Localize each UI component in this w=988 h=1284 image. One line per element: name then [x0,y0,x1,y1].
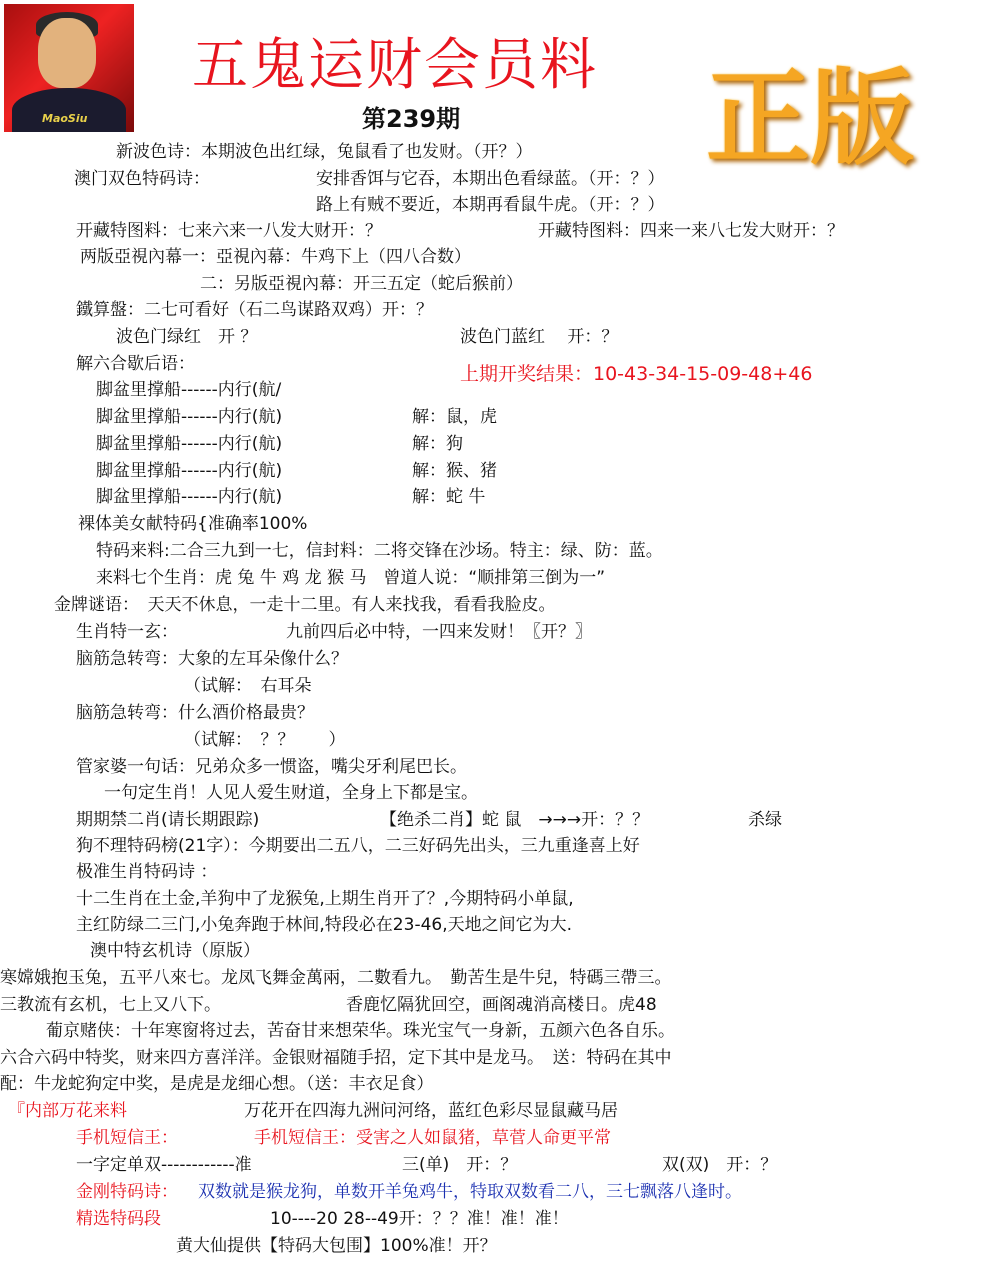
banned-two-text: 【绝杀二肖】蛇 鼠 →→→开：？？ [380,810,650,830]
portrait-photo [4,4,134,132]
sms-king-text: 手机短信王：受害之人如鼠猪，草菅人命更平常 [254,1128,611,1148]
six-codes-line2: 配：牛龙蛇狗定中奖，是虎是龙细心想。（送：丰衣足食） [0,1074,434,1094]
zodiac-poem-heading: 极准生肖特码诗 ： [76,862,218,882]
portrait-suit [12,88,126,132]
odd-result: 三(单) 开：？ [402,1155,518,1175]
sms-king-label: 手机短信王： [76,1128,178,1148]
xiehouyu-heading: 解六合歇后语： [76,354,195,374]
macau-two-color-line2: 路上有贼不要近，本期再看鼠牛虎。（开：？） [316,195,665,215]
riddle-answer-2: 解：鼠，虎 [412,407,497,427]
wanhua-text: 万花开在四海九洲问河络，蓝红色彩尽显鼠藏马居 [244,1101,618,1121]
mystery-poem-line2b: 香鹿忆隔犹回空，画阁魂消高楼日。虎48 [346,995,657,1015]
special-code-offer: 裸体美女献特码{准确率100% [78,514,308,534]
riddle-row-5: 脚盆里撑船------内行(航) [96,487,283,507]
riddle-row-3: 脚盆里撑船------内行(航) [96,434,283,454]
brain-teaser-1: 脑筋急转弯：大象的左耳朵像什么？ [76,649,348,669]
last-draw-result: 上期开奖结果：10-43-34-15-09-48+46 [460,363,813,385]
zodiac-poem-line1: 十二生肖在土金,羊狗中了龙猴兔,上期生肖开了？,今期特码小单鼠, [76,889,574,909]
wave-door-blue-red: 波色门蓝红 开：？ [460,327,619,347]
special-code-source: 特码来料:二合三九到一七，信封料：二将交锋在沙场。特主：绿、防：蓝。 [96,541,663,561]
kaicang-right: 开藏特图料：四来一来八七发大财开：？ [538,221,844,241]
wanhua-label: 『内部万花来料 [8,1101,127,1121]
macau-mystery-heading: 澳中特玄机诗（原版） [90,941,260,961]
page-title: 五鬼运财会员料 [192,33,598,98]
riddle-answer-5: 解：蛇 牛 [412,487,486,507]
selected-segment-label: 精选特码段 [76,1209,161,1229]
odd-even-label: 一字定单双------------准 [76,1155,252,1175]
casino-knight: 葡京赌侠：十年寒窗将过去，苦奋甘来想荣华。珠光宝气一身新，五颜六色各自乐。 [46,1021,675,1041]
six-codes-line1: 六合六码中特奖，财来四方喜洋洋。金银财福随手招，定下其中是龙马。 送：特码在其中 [0,1048,672,1068]
zodiac-poem-line2: 主红防绿二三门,小兔奔跑于林间,特段必在23-46,天地之间它为大. [76,915,573,935]
genuine-badge: 正版 [706,56,915,179]
abacus-line: 鐵算盤：二七可看好（石二鸟谋路双鸡）开：？ [76,300,433,320]
brain-teaser-2: 脑筋急转弯：什么酒价格最贵？ [76,703,314,723]
kaicang-left: 开藏特图料：七来六来一八发大财开：？ [76,221,382,241]
kill-green: 杀绿 [748,810,782,830]
even-result: 双(双) 开：？ [662,1155,778,1175]
macau-two-color-label: 澳门双色特码诗： [74,169,210,189]
selected-segment-text: 10----20 28--49开：？？准！准！准！ [270,1209,569,1229]
banned-two-label: 期期禁二肖(请长期跟踪) [76,810,260,830]
gouburi-list: 狗不理特码榜(21字）：今期要出二五八，二三好码先出头，三九重逢喜上好 [76,836,640,856]
riddle-row-2: 脚盆里撑船------内行(航) [96,407,283,427]
zodiac-special-label: 生肖特一玄： [76,622,178,642]
one-sentence-zodiac: 一句定生肖！人见人爱生财道，全身上下都是宝。 [104,783,478,803]
issue-number: 第239期 [362,105,461,133]
riddle-answer-3: 解：狗 [412,434,463,454]
brain-teaser-1-answer: （试解： 右耳朵 [184,676,312,696]
mystery-poem-line1: 寒嫦娥抱玉兔，五平八來七。龙凤飞舞金萬兩，二數看九。 勤苦生是牛兒，特碼三帶三。 [0,968,672,988]
golden-riddle: 金牌谜语： 天天不休息，一走十二里。有人来找我，看看我脸皮。 [54,595,556,615]
zodiac-special-text: 九前四后必中特，一四来发财！〖开？〗 [286,622,592,642]
mystery-poem-line2a: 三教流有玄机，七上又八下。 [0,995,221,1015]
atv-insider-two: 二：另版亞視內幕：开三五定（蛇后猴前） [200,274,523,294]
riddle-row-1: 脚盆里撑船------内行(航/ [96,380,282,400]
wave-color-poem: 新波色诗：本期波色出红绿，兔鼠看了也发财。（开？） [116,142,533,162]
riddle-answer-4: 解：猴、猪 [412,461,497,481]
housekeeper-line: 管家婆一句话：兄弟众多一惯盗，嘴尖牙利尾巴长。 [76,757,467,777]
photo-logo: MaoSiu [42,112,88,125]
portrait-face [38,18,96,88]
atv-insider-one: 两版亞視內幕一：亞視內幕：牛鸡下上（四八合数） [80,247,471,267]
king-kong-text: 双数就是猴龙狗，单数开羊兔鸡牛，特取双数看二八，三七飘落八逢时。 [198,1182,742,1202]
riddle-row-4: 脚盆里撑船------内行(航) [96,461,283,481]
king-kong-label: 金刚特码诗： [76,1182,178,1202]
seven-zodiacs: 来料七个生肖：虎 兔 牛 鸡 龙 猴 马 曾道人说：“顺排第三倒为一” [96,568,606,588]
wave-door-green-red: 波色门绿红 开 ？ [116,327,258,347]
macau-two-color-line1: 安排香饵与它吞，本期出色看绿蓝。（开：？） [316,169,665,189]
wong-tai-sin-line: 黄大仙提供【特码大包围】100%准！开？ [176,1236,497,1256]
brain-teaser-2-answer: （试解： ？？ ） [184,730,346,750]
